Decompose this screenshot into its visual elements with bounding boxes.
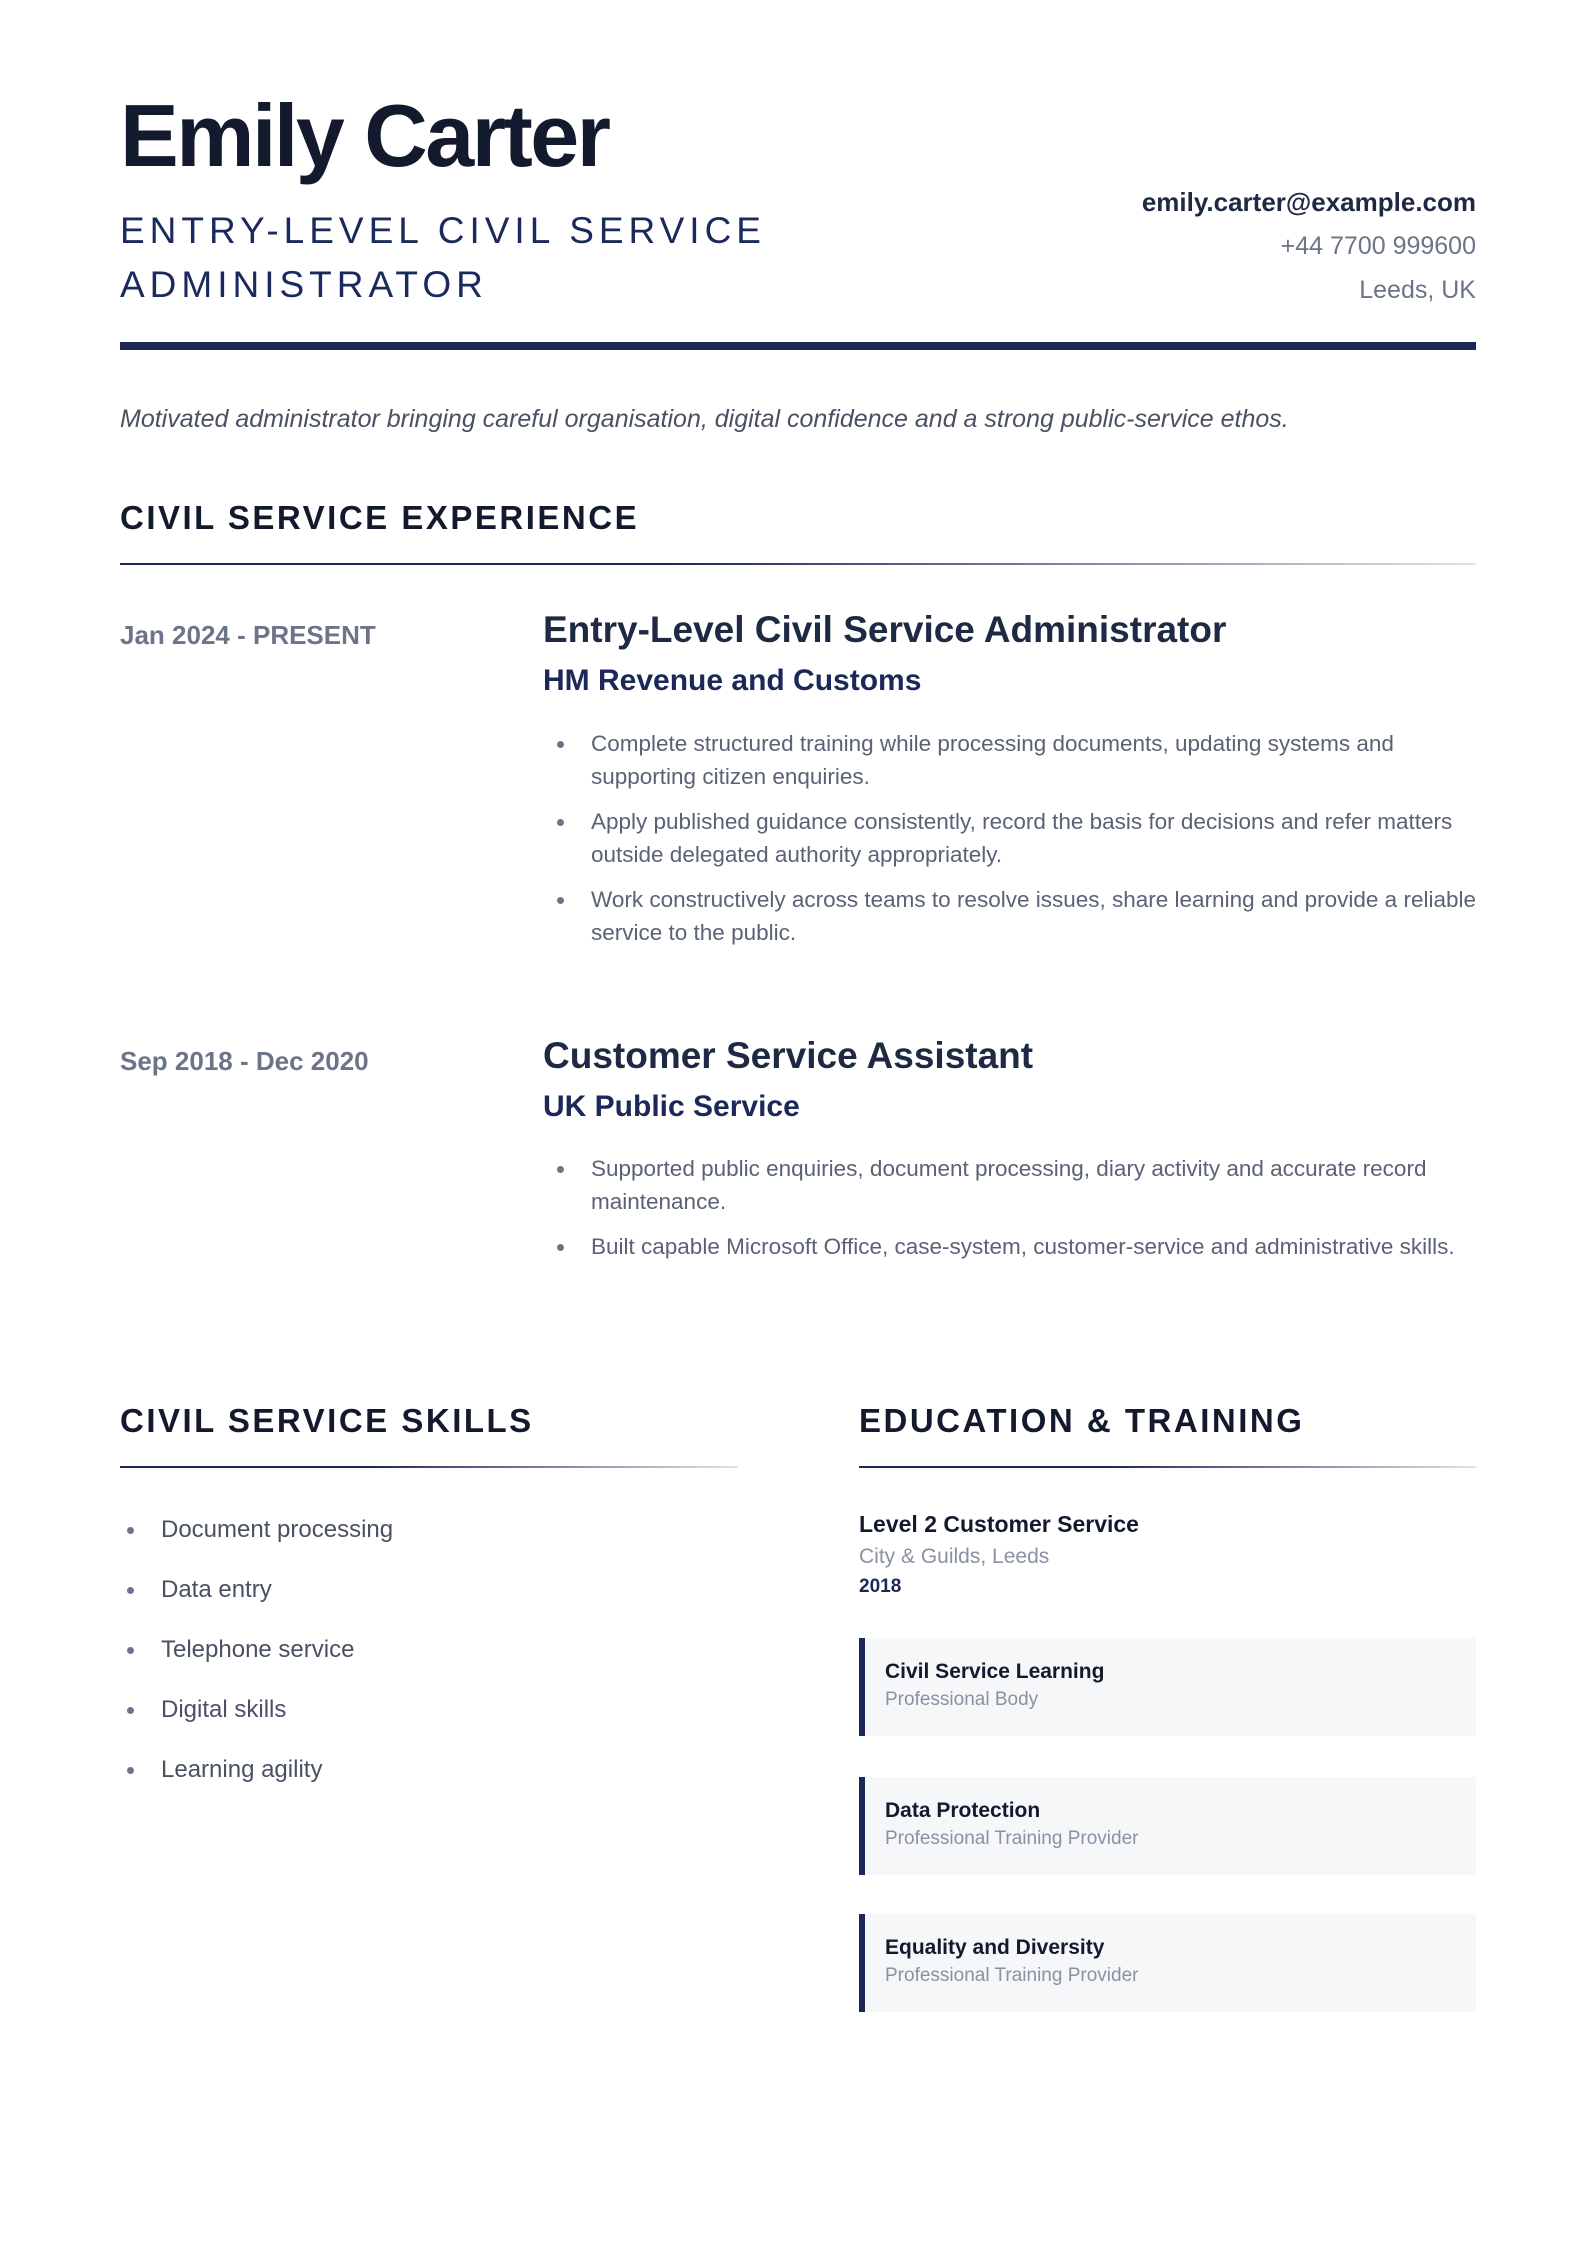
skill-item: Digital skills [120, 1695, 393, 1755]
skill-item: Learning agility [120, 1755, 393, 1815]
candidate-name: Emily Carter [120, 86, 609, 185]
profile-summary: Motivated administrator bringing careful organisation, digital confidence and a strong public-service ethos. [120, 405, 1289, 433]
qualification-institution: City & Guilds, Leeds [859, 1545, 1050, 1568]
job-dates: Jan 2024 - PRESENT [120, 620, 376, 650]
list-item: Complete structured training while processing documents, updating systems and supporting citizen enquiries. [543, 727, 1478, 793]
contact-email: emily.carter@example.com [1141, 187, 1476, 217]
certification-card [859, 1914, 1476, 2012]
skills-list [120, 1515, 393, 1815]
job-employer: UK Public Service [543, 1090, 800, 1123]
education-entry [859, 1508, 1139, 1600]
contact-phone: +44 7700 999600 [1280, 232, 1476, 260]
job-bullets [543, 727, 1478, 961]
job-title: Customer Service Assistant [543, 1035, 1034, 1076]
skill-item: Document processing [120, 1515, 393, 1575]
education-divider [859, 1466, 1476, 1468]
qualification-title: Level 2 Customer Service [859, 1511, 1139, 1537]
job-title: Entry-Level Civil Service Administrator [543, 609, 1227, 650]
skill-item: Telephone service [120, 1635, 393, 1695]
qualification-year: 2018 [859, 1576, 902, 1597]
skills-divider [120, 1466, 738, 1468]
certification-card [859, 1777, 1476, 1875]
certification-title: Equality and Diversity [885, 1936, 1105, 1959]
education-heading: EDUCATION & TRAINING [859, 1402, 1305, 1439]
skill-item: Data entry [120, 1575, 393, 1635]
certification-provider: Professional Training Provider [885, 1965, 1139, 1986]
list-item: Built capable Microsoft Office, case-system, customer-service and administrative skills. [543, 1230, 1478, 1263]
contact-location: Leeds, UK [1359, 276, 1476, 304]
job-bullets [543, 1152, 1478, 1275]
list-item: Work constructively across teams to resolve issues, share learning and provide a reliable service to the public. [543, 883, 1478, 949]
experience-heading: CIVIL SERVICE EXPERIENCE [120, 499, 640, 536]
job-dates: Sep 2018 - Dec 2020 [120, 1046, 369, 1076]
header-divider [120, 342, 1476, 350]
certification-provider: Professional Body [885, 1689, 1039, 1710]
skills-heading: CIVIL SERVICE SKILLS [120, 1402, 534, 1439]
list-item: Supported public enquiries, document processing, diary activity and accurate record maintenance. [543, 1152, 1478, 1218]
certification-card [859, 1638, 1476, 1736]
experience-divider [120, 563, 1476, 565]
certification-title: Data Protection [885, 1799, 1041, 1822]
candidate-role: ENTRY-LEVEL CIVIL SERVICE ADMINISTRATOR [120, 210, 766, 305]
certification-title: Civil Service Learning [885, 1660, 1105, 1683]
certification-provider: Professional Training Provider [885, 1828, 1139, 1849]
contact-block [1142, 186, 1476, 306]
job-employer: HM Revenue and Customs [543, 664, 922, 697]
list-item: Apply published guidance consistently, record the basis for decisions and refer matters outside delegated authority appropriately. [543, 805, 1478, 871]
